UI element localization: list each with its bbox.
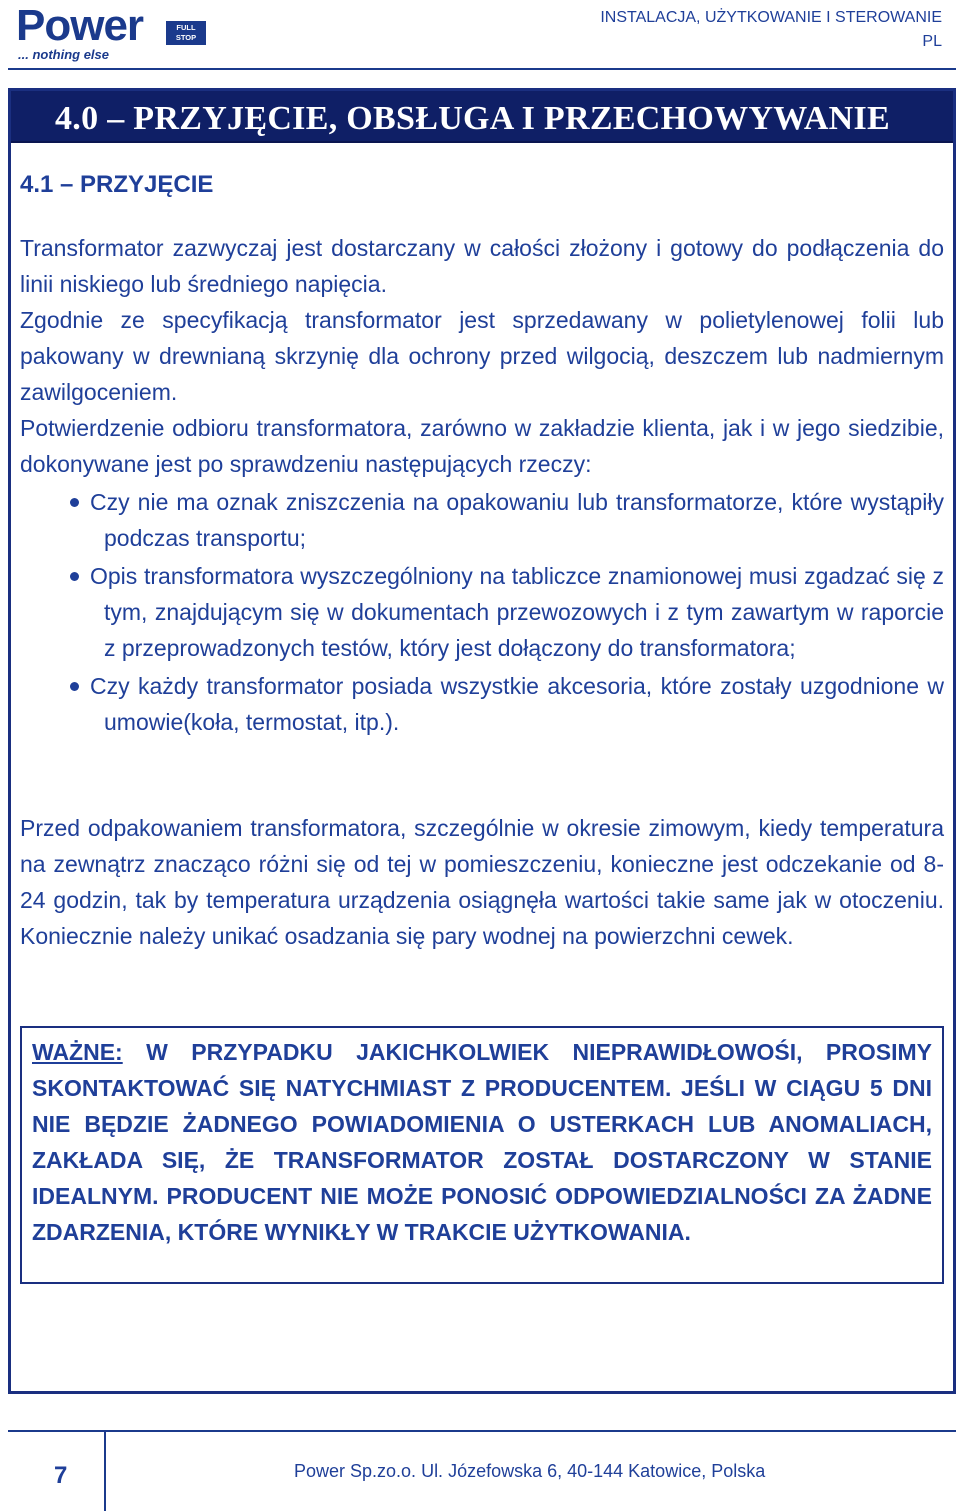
checklist [20, 484, 944, 740]
chapter-banner [11, 91, 953, 143]
list-item [20, 484, 944, 556]
list-item [20, 558, 944, 666]
paragraph-unpacking: Przed odpakowaniem transformatora, szczególnie w okresie zimowym, kiedy temperatura na zewnątrz znacząco różni się od tej w pomieszczeniu, konieczne jest odczekanie od 8-24 godzin, tak by temperatura urządzenia osiągnęła wartości takie same jak w otoczeniu. Koniecznie należy unikać osadzania się pary wodnej na powierzchni cewek. [20, 815, 944, 949]
bullet-icon [70, 682, 79, 691]
page-number: 7 [54, 1462, 68, 1489]
logo-badge-line1: FULL [176, 23, 196, 32]
footer-separator [104, 1430, 106, 1511]
logo-wordmark: Power [16, 1, 144, 50]
list-item-text: Czy każdy transformator posiada wszystkie akcesoria, które zostały uzgodnione w umowie(koła, termostat, itp.). [90, 673, 944, 735]
company-logo [16, 1, 206, 64]
warning-label: WAŻNE: [32, 1039, 123, 1065]
list-item-text: Czy nie ma oznak zniszczenia na opakowaniu lub transformatorze, które wystąpiły podczas transportu; [90, 489, 944, 551]
logo-badge [166, 21, 206, 45]
document-title: INSTALACJA, UŻYTKOWANIE I STEROWANIE [600, 9, 942, 26]
paragraph-delivery: Transformator zazwyczaj jest dostarczany w całości złożony i gotowy do podłączenia do linii niskiego lub średniego napięcia. [20, 235, 944, 297]
section-body [20, 230, 944, 742]
language-code: PL [922, 33, 942, 50]
paragraph-packaging: Zgodnie ze specyfikacją transformator jest sprzedawany w polietylenowej folii lub pakowany w drewnianą skrzynię dla ochrony przed wilgocią, deszczem lub nadmiernym zawilgoceniem. [20, 307, 944, 405]
list-item [20, 668, 944, 740]
document-header [600, 6, 942, 54]
bullet-icon [70, 572, 79, 581]
chapter-title: 4.0 – PRZYJĘCIE, OBSŁUGA I PRZECHOWYWANIE [55, 100, 891, 137]
list-item-text: Opis transformatora wyszczególniony na tabliczce znamionowej musi zgadzać się z tym, znajdującym się w dokumentach przewozowych i z tym zawartym w raporcie z przeprowadzonych testów, który jest dołączony do transformatora; [90, 563, 944, 661]
footer-divider [8, 1430, 956, 1432]
logo-badge-line2: STOP [175, 33, 197, 42]
header-divider [8, 68, 956, 70]
section-heading: 4.1 – PRZYJĘCIE [20, 171, 214, 198]
logo-tagline: ... nothing else [18, 47, 110, 62]
company-address: Power Sp.zo.o. Ul. Józefowska 6, 40-144 Katowice, Polska [294, 1461, 766, 1481]
warning-body: W PRZYPADKU JAKICHKOLWIEK NIEPRAWIDŁOWOŚI, PROSIMY SKONTAKTOWAĆ SIĘ NATYCHMIAST Z PRODUCENTEM. JEŚLI W CIĄGU 5 DNI NIE BĘDZIE ŻADNEGO POWIADOMIENIA O USTERKACH LUB ANOMALIACH, ZAKŁADA SIĘ, ŻE TRANSFORMATOR ZOSTAŁ DOSTARCZONY W STANIE IDEALNYM. PRODUCENT NIE MOŻE PONOSIĆ ODPOWIEDZIALNOŚCI ZA ŻADNE ZDARZENIA, KTÓRE WYNIKŁY W TRAKCIE UŻYTKOWANIA. [32, 1039, 932, 1245]
warning-text [32, 1034, 932, 1250]
warning-box [20, 1026, 944, 1284]
paragraph-receipt: Potwierdzenie odbioru transformatora, zarówno w zakładzie klienta, jak i w jego siedzibie, dokonywane jest po sprawdzeniu następujących rzeczy: [20, 415, 944, 477]
bullet-icon [70, 498, 79, 507]
